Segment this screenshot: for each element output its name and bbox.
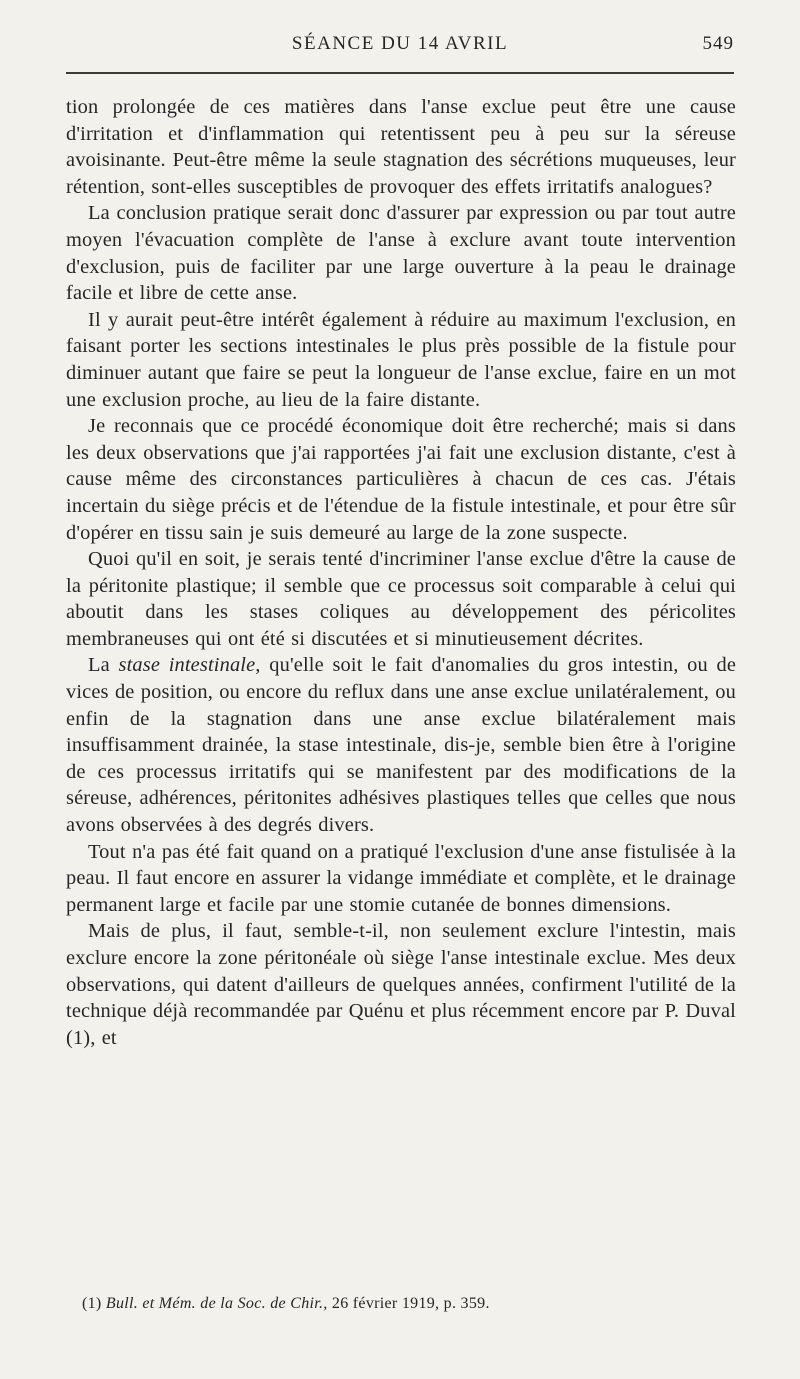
body-text bbox=[66, 94, 736, 1051]
paragraph-3: Il y aurait peut-être intérêt également à réduire au maximum l'exclusion, en faisant porter les sections intestinales le plus près possible de la fistule pour diminuer autant que faire se peut la longueur de l'anse exclue, faire en un mot une exclusion proche, au lieu de la faire distante. bbox=[66, 308, 736, 411]
paragraph-7: Tout n'a pas été fait quand on a pratiqué l'exclusion d'une anse fistulisée à la peau. Il faut encore en assurer la vidange immédiate et complète, et le drainage permanent large et facile par une stomie cutanée de bonnes dimensions. bbox=[66, 840, 736, 916]
footnote-citation: 26 février 1919, p. 359. bbox=[331, 1295, 490, 1312]
footnote-journal: Bull. et Mém. de la Soc. de Chir., bbox=[105, 1295, 328, 1312]
paragraph-1: tion prolongée de ces matières dans l'anse exclue peut être une cause d'irritation et d'inflammation qui retentissent peu à peu sur la séreuse avoisinante. Peut-être même la seule stagnation des sécrétions muqueuses, leur rétention, sont-elles susceptibles de provoquer des effets irritatifs analogues? bbox=[66, 96, 736, 198]
paragraph-6 bbox=[66, 652, 736, 838]
paragraph-6-text: qu'elle soit le fait d'anomalies du gros intestin, ou de vices de position, ou encore du reflux dans une anse exclue unilatéralement, ou enfin de la stagnation dans une anse exclue bilatéralement mais insuffisamment drainée, la stase intestinale, dis-je, semble bien être à l'origine de ces processus irritatifs qui se manifestent par des modifications de la séreuse, adhérences, péritonites adhésives plastiques telles que celles que nous avons observées à des degrés divers. bbox=[66, 654, 737, 837]
page-number: 549 bbox=[702, 33, 734, 54]
running-title: SÉANCE DU 14 AVRIL bbox=[291, 33, 509, 54]
paragraph-6-lead: La bbox=[88, 654, 110, 677]
paragraph-6-italic: stase intestinale, bbox=[118, 654, 261, 677]
footnote-marker: (1) bbox=[82, 1295, 102, 1312]
header-rule bbox=[66, 72, 734, 74]
page-header bbox=[66, 33, 734, 59]
paragraph-4: Je reconnais que ce procédé économique doit être recherché; mais si dans les deux observations que j'ai rapportées j'ai fait une exclusion distante, c'est à cause même des circonstances particulières à chacun de ces cas. J'étais incertain du siège précis et de l'étendue de la fistule intestinale, et pour être sûr d'opérer en tissu sain je suis demeuré au large de la zone suspecte. bbox=[66, 415, 736, 544]
footnote bbox=[82, 1293, 742, 1315]
paragraph-2: La conclusion pratique serait donc d'assurer par expression ou par tout autre moyen l'évacuation complète de l'anse à exclure avant toute intervention d'exclusion, puis de faciliter par une large ouverture à la peau le drainage facile et libre de cette anse. bbox=[66, 202, 736, 305]
paragraph-5: Quoi qu'il en soit, je serais tenté d'incriminer l'anse exclue d'être la cause de la péritonite plastique; il semble que ce processus soit comparable à celui qui aboutit dans les stases coliques au développement des péricolites membraneuses qui ont été si discutées et si minutieusement décrites. bbox=[66, 548, 736, 650]
paragraph-8: Mais de plus, il faut, semble-t-il, non seulement exclure l'intestin, mais exclure encore la zone péritonéale où siège l'anse intestinale exclue. Mes deux observations, qui datent d'ailleurs de quelques années, confirment l'utilité de la technique déjà recommandée par Quénu et plus récemment encore par P. Duval (1), et bbox=[66, 920, 736, 1049]
